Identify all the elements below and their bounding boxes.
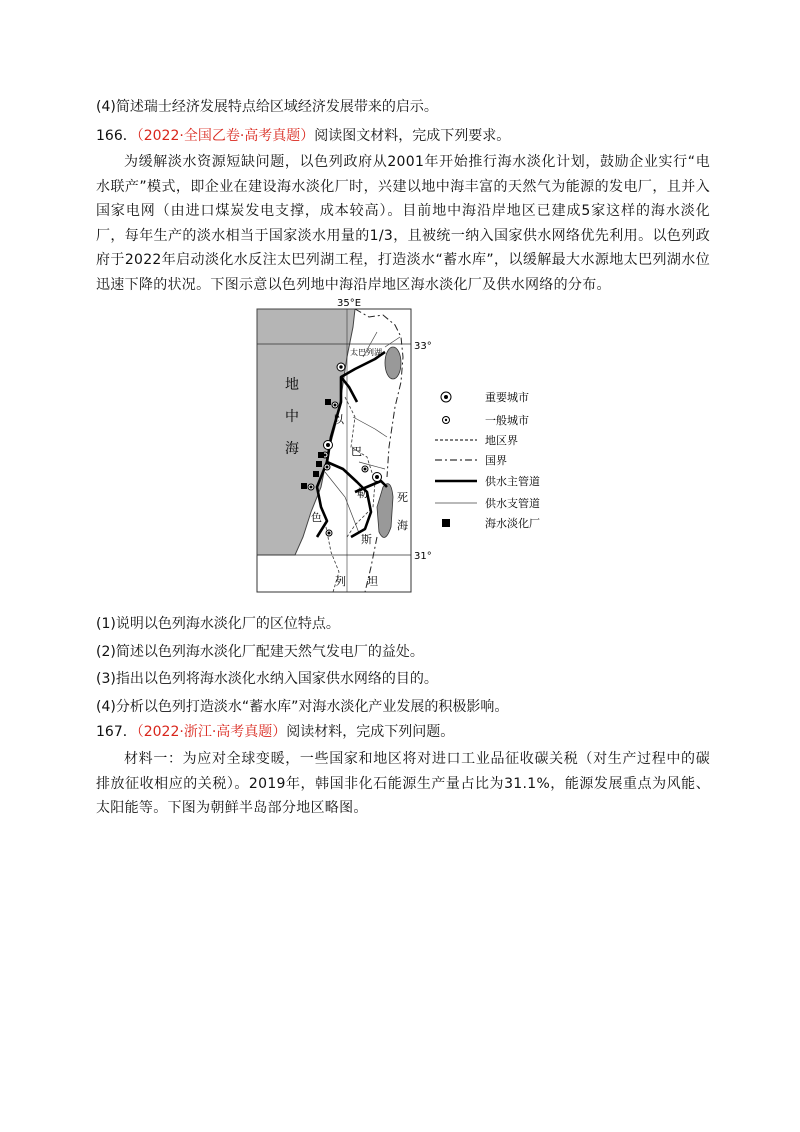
country-label-ba: 巴 (351, 445, 362, 458)
q167-header (96, 722, 454, 742)
legend-general-city-icon (443, 417, 450, 424)
question-number: 166． (96, 128, 137, 144)
legend-label: 重要城市 (485, 391, 529, 404)
question-instruction: 阅读图文材料，完成下列要求。 (314, 128, 511, 144)
sea-label-2: 中 (285, 409, 299, 425)
legend-label: 海水淡化厂 (485, 517, 540, 530)
q166-question-1: (1)说明以色列海水淡化厂的区位特点。 (96, 616, 340, 632)
lake-tiberias (385, 347, 401, 379)
q165-part4: (4)简述瑞士经济发展特点给区域经济发展带来的启示。 (96, 99, 438, 115)
q166-question-4: (4)分析以色列打造淡水“蓄水库”对海水淡化产业发展的积极影响。 (96, 699, 509, 715)
q166-header (96, 126, 510, 146)
latitude-top-label: 33° (414, 341, 432, 352)
sea-label-1: 地 (285, 377, 299, 393)
legend-major-city-icon (441, 392, 451, 402)
latitude-bottom-label: 31° (414, 551, 432, 562)
country-label-si: 斯 (361, 533, 372, 546)
lake-label: 太巴列湖 (350, 348, 382, 357)
legend-label: 一般城市 (485, 414, 529, 427)
question-instruction: 阅读材料，完成下列问题。 (286, 724, 455, 740)
longitude-label: 35°E (337, 298, 362, 309)
q166-question-2: (2)简述以色列海水淡化厂配建天然气发电厂的益处。 (96, 644, 424, 660)
legend-label: 供水主管道 (485, 475, 540, 488)
country-label-lie: 列 (335, 575, 346, 588)
country-label-yi: 以 (333, 413, 344, 426)
country-label-le: 勒 (357, 487, 368, 500)
q166-material: 为缓解淡水资源短缺问题，以色列政府从2001年开始推行海水淡化计划，鼓励企业实行“电水联产”模式，即企业在建设海水淡化厂时，兴建以地中海丰富的天然气为能源的发电厂，且并入国家电网（由进口煤炭发电支撑，成本较高）。目前地中海沿岸地区已建成5家这样的海水淡化厂，每年生产的淡水相当于国家淡水用量的1/3，且被统一纳入国家供水网络优先利用。以色列政府于2022年启动淡化水反注太巴列湖工程，打造淡水“蓄水库”，以缓解最大水源地太巴列湖水位迅速下降的状况。下图示意以色列地中海沿岸地区海水淡化厂及供水网络的分布。 (96, 154, 710, 293)
mediterranean-sea (257, 309, 355, 555)
country-label-se: 色 (311, 511, 322, 524)
dead-sea (377, 484, 393, 538)
question-source: （2022·全国乙卷·高考真题） (136, 128, 315, 144)
map-legend (435, 390, 540, 530)
sea-label-3: 海 (285, 441, 299, 457)
dead-sea-label-1: 死 (397, 491, 408, 504)
israel-map (255, 297, 675, 597)
question-number: 167． (96, 724, 137, 740)
country-label-tan: 坦 (367, 575, 378, 588)
question-source: （2022·浙江·高考真题） (136, 724, 287, 740)
legend-desalination-plant-icon (442, 519, 450, 527)
legend-label: 供水支管道 (485, 497, 540, 510)
legend-label: 地区界 (485, 434, 518, 447)
dead-sea-label-2: 海 (397, 519, 408, 532)
q167-material: 材料一：为应对全球变暖，一些国家和地区将对进口工业品征收碳关税（对生产过程中的碳排放征收相应的关税）。2019年，韩国非化石能源生产量占比为31.1%，能源发展重点为风能、太阳能等。下图为朝鲜半岛部分地区略图。 (96, 751, 710, 816)
legend-label: 国界 (485, 454, 507, 467)
q166-question-3: (3)指出以色列将海水淡化水纳入国家供水网络的目的。 (96, 671, 438, 687)
